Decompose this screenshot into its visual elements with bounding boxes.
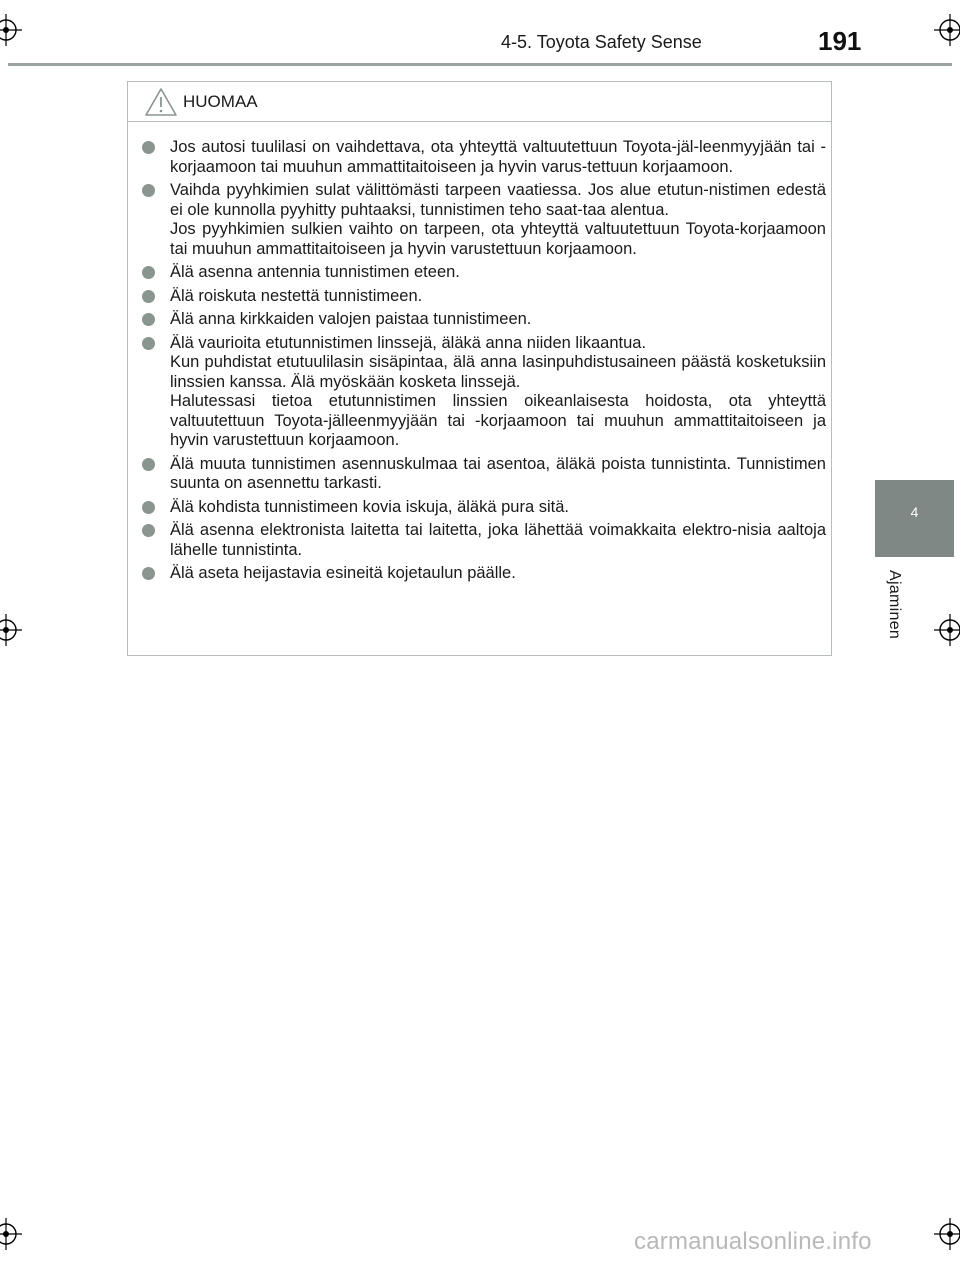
caution-item xyxy=(142,263,826,283)
registration-mark-icon xyxy=(0,614,22,646)
caution-text: Älä asenna elektronista laitetta tai laitetta, joka lähettää voimakkaita elektro-nisia aaltoja lähelle tunnistinta. xyxy=(170,521,826,559)
page-number: 191 xyxy=(818,26,862,56)
section-title: 4-5. Toyota Safety Sense xyxy=(501,32,702,52)
caution-text: Kun puhdistat etutuulilasin sisäpintaa, älä anna lasinpuhdistusaineen päästä kosketuksiin linssien kanssa. Älä myöskään kosketa linssejä. xyxy=(170,353,826,391)
caution-text: Vaihda pyyhkimien sulat välittömästi tarpeen vaatiessa. Jos alue etutun-nistimen edestä ei ole kunnolla pyyhitty puhtaaksi, tunnistimen teho saat-taa alentua. xyxy=(170,181,826,219)
caution-text: Jos autosi tuulilasi on vaihdettava, ota yhteyttä valtuutettuun Toyota-jäl-leenmyyjään tai -korjaamoon tai muuhun ammattitaitoiseen ja hyvin varus-tettuun korjaamoon. xyxy=(170,138,826,176)
caution-text: Älä anna kirkkaiden valojen paistaa tunnistimeen. xyxy=(170,310,532,328)
caution-item xyxy=(142,498,826,518)
caution-text: Älä aseta heijastavia esineitä kojetaulun päälle. xyxy=(170,564,516,582)
bullet-icon xyxy=(142,524,155,537)
caution-text: Älä asenna antennia tunnistimen eteen. xyxy=(170,263,460,281)
bullet-icon xyxy=(142,266,155,279)
caution-text: Älä roiskuta nestettä tunnistimeen. xyxy=(170,286,423,305)
chapter-label: Ajaminen xyxy=(886,570,903,640)
bullet-icon xyxy=(142,501,155,514)
caution-text: Halutessasi tietoa etutunnistimen linssien oikeanlaisesta hoidosta, ota yhteyttä valtuutettuun Toyota-jälleenmyyjään tai -korjaamoon tai muuhun ammattitaitoiseen ja hyvin varustettuun korjaamoon. xyxy=(170,392,826,449)
caution-item xyxy=(142,138,826,177)
caution-text: Älä vaurioita etutunnistimen linssejä, äläkä anna niiden likaantua. xyxy=(170,333,647,352)
caution-item xyxy=(142,564,826,584)
caution-text: Älä kohdista tunnistimeen kovia iskuja, äläkä pura sitä. xyxy=(170,497,569,516)
caution-item xyxy=(142,310,826,330)
registration-mark-icon xyxy=(934,1218,960,1250)
caution-item xyxy=(142,521,826,560)
bullet-icon xyxy=(142,337,155,350)
bullet-icon xyxy=(142,313,155,326)
registration-mark-icon xyxy=(934,614,960,646)
caution-item xyxy=(142,181,826,259)
caution-list xyxy=(142,138,826,588)
registration-mark-icon xyxy=(0,1218,22,1250)
caution-title: HUOMAA xyxy=(183,92,258,111)
caution-header xyxy=(128,82,831,122)
bullet-icon xyxy=(142,458,155,471)
caution-item xyxy=(142,455,826,494)
chapter-number: 4 xyxy=(910,504,919,520)
caution-item xyxy=(142,334,826,451)
watermark: carmanualsonline.info xyxy=(634,1228,872,1255)
caution-item xyxy=(142,287,826,307)
bullet-icon xyxy=(142,290,155,303)
bullet-icon xyxy=(142,141,155,154)
caution-text: Jos pyyhkimien sulkien vaihto on tarpeen, ota yhteyttä valtuutettuun Toyota-korjaamoon tai muuhun ammattitaitoiseen ja hyvin varustettuun korjaamoon. xyxy=(170,220,826,258)
header-rule xyxy=(8,63,952,66)
caution-box xyxy=(127,81,832,656)
bullet-icon xyxy=(142,184,155,197)
registration-mark-icon xyxy=(934,14,960,46)
registration-mark-icon xyxy=(0,14,22,46)
warning-triangle-icon xyxy=(144,87,178,117)
chapter-tab xyxy=(875,480,954,557)
caution-text: Älä muuta tunnistimen asennuskulmaa tai asentoa, äläkä poista tunnistinta. Tunnistimen suunta on asennettu tarkasti. xyxy=(170,454,826,492)
bullet-icon xyxy=(142,567,155,580)
